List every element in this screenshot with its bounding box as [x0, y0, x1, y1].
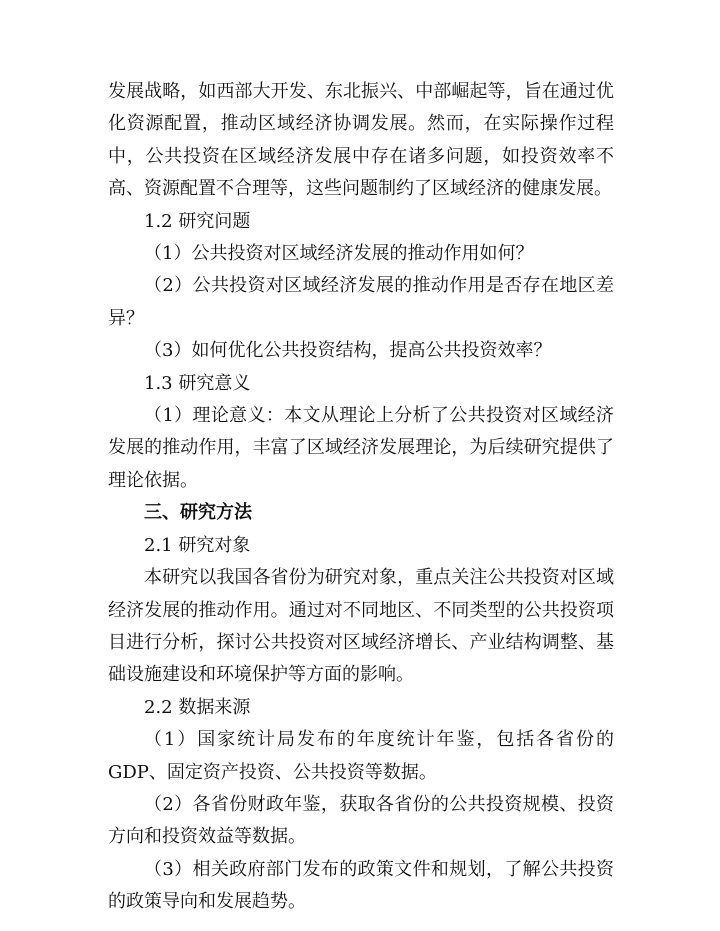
list-item-data-source-3: （3）相关政府部门发布的政策文件和规划，了解公共投资的政策导向和发展趋势。 [108, 858, 614, 913]
heading-2-2: 2.2 数据来源 [144, 696, 251, 718]
paragraph-intro-continued: 发展战略，如西部大开发、东北振兴、中部崛起等，旨在通过优化资源配置，推动区域经济协调发展。然而，在实际操作过程中，公共投资在区域经济发展中存在诸多问题，如投资效率不高、资源配置不合理等，这些问题制约了区域经济的健康发展。 [108, 81, 614, 200]
list-item-question-1: （1）公共投资对区域经济发展的推动作用如何？ [144, 243, 534, 265]
paragraph-research-object: 本研究以我国各省份为研究对象，重点关注公共投资对区域经济发展的推动作用。通过对不同地区、不同类型的公共投资项目进行分析，探讨公共投资对区域经济增长、产业结构调整、基础设施建设和环境保护等方面的影响。 [108, 567, 614, 686]
list-item-significance-1: （1）理论意义：本文从理论上分析了公共投资对区域经济发展的推动作用，丰富了区域经济发展理论，为后续研究提供了理论依据。 [108, 405, 614, 491]
heading-1-2: 1.2 研究问题 [144, 210, 251, 232]
list-item-question-2: （2）公共投资对区域经济发展的推动作用是否存在地区差异？ [108, 275, 614, 329]
list-item-data-source-1: （1）国家统计局发布的年度统计年鉴，包括各省份的GDP、固定资产投资、公共投资等数据。 [108, 729, 614, 783]
document-page [108, 76, 614, 919]
heading-1-3: 1.3 研究意义 [144, 372, 251, 394]
heading-section-3: 三、研究方法 [144, 502, 252, 524]
list-item-data-source-2: （2）各省份财政年鉴，获取各省份的公共投资规模、投资方向和投资效益等数据。 [108, 793, 614, 848]
heading-2-1: 2.1 研究对象 [144, 534, 251, 556]
list-item-question-3: （3）如何优化公共投资结构，提高公共投资效率？ [144, 340, 552, 362]
